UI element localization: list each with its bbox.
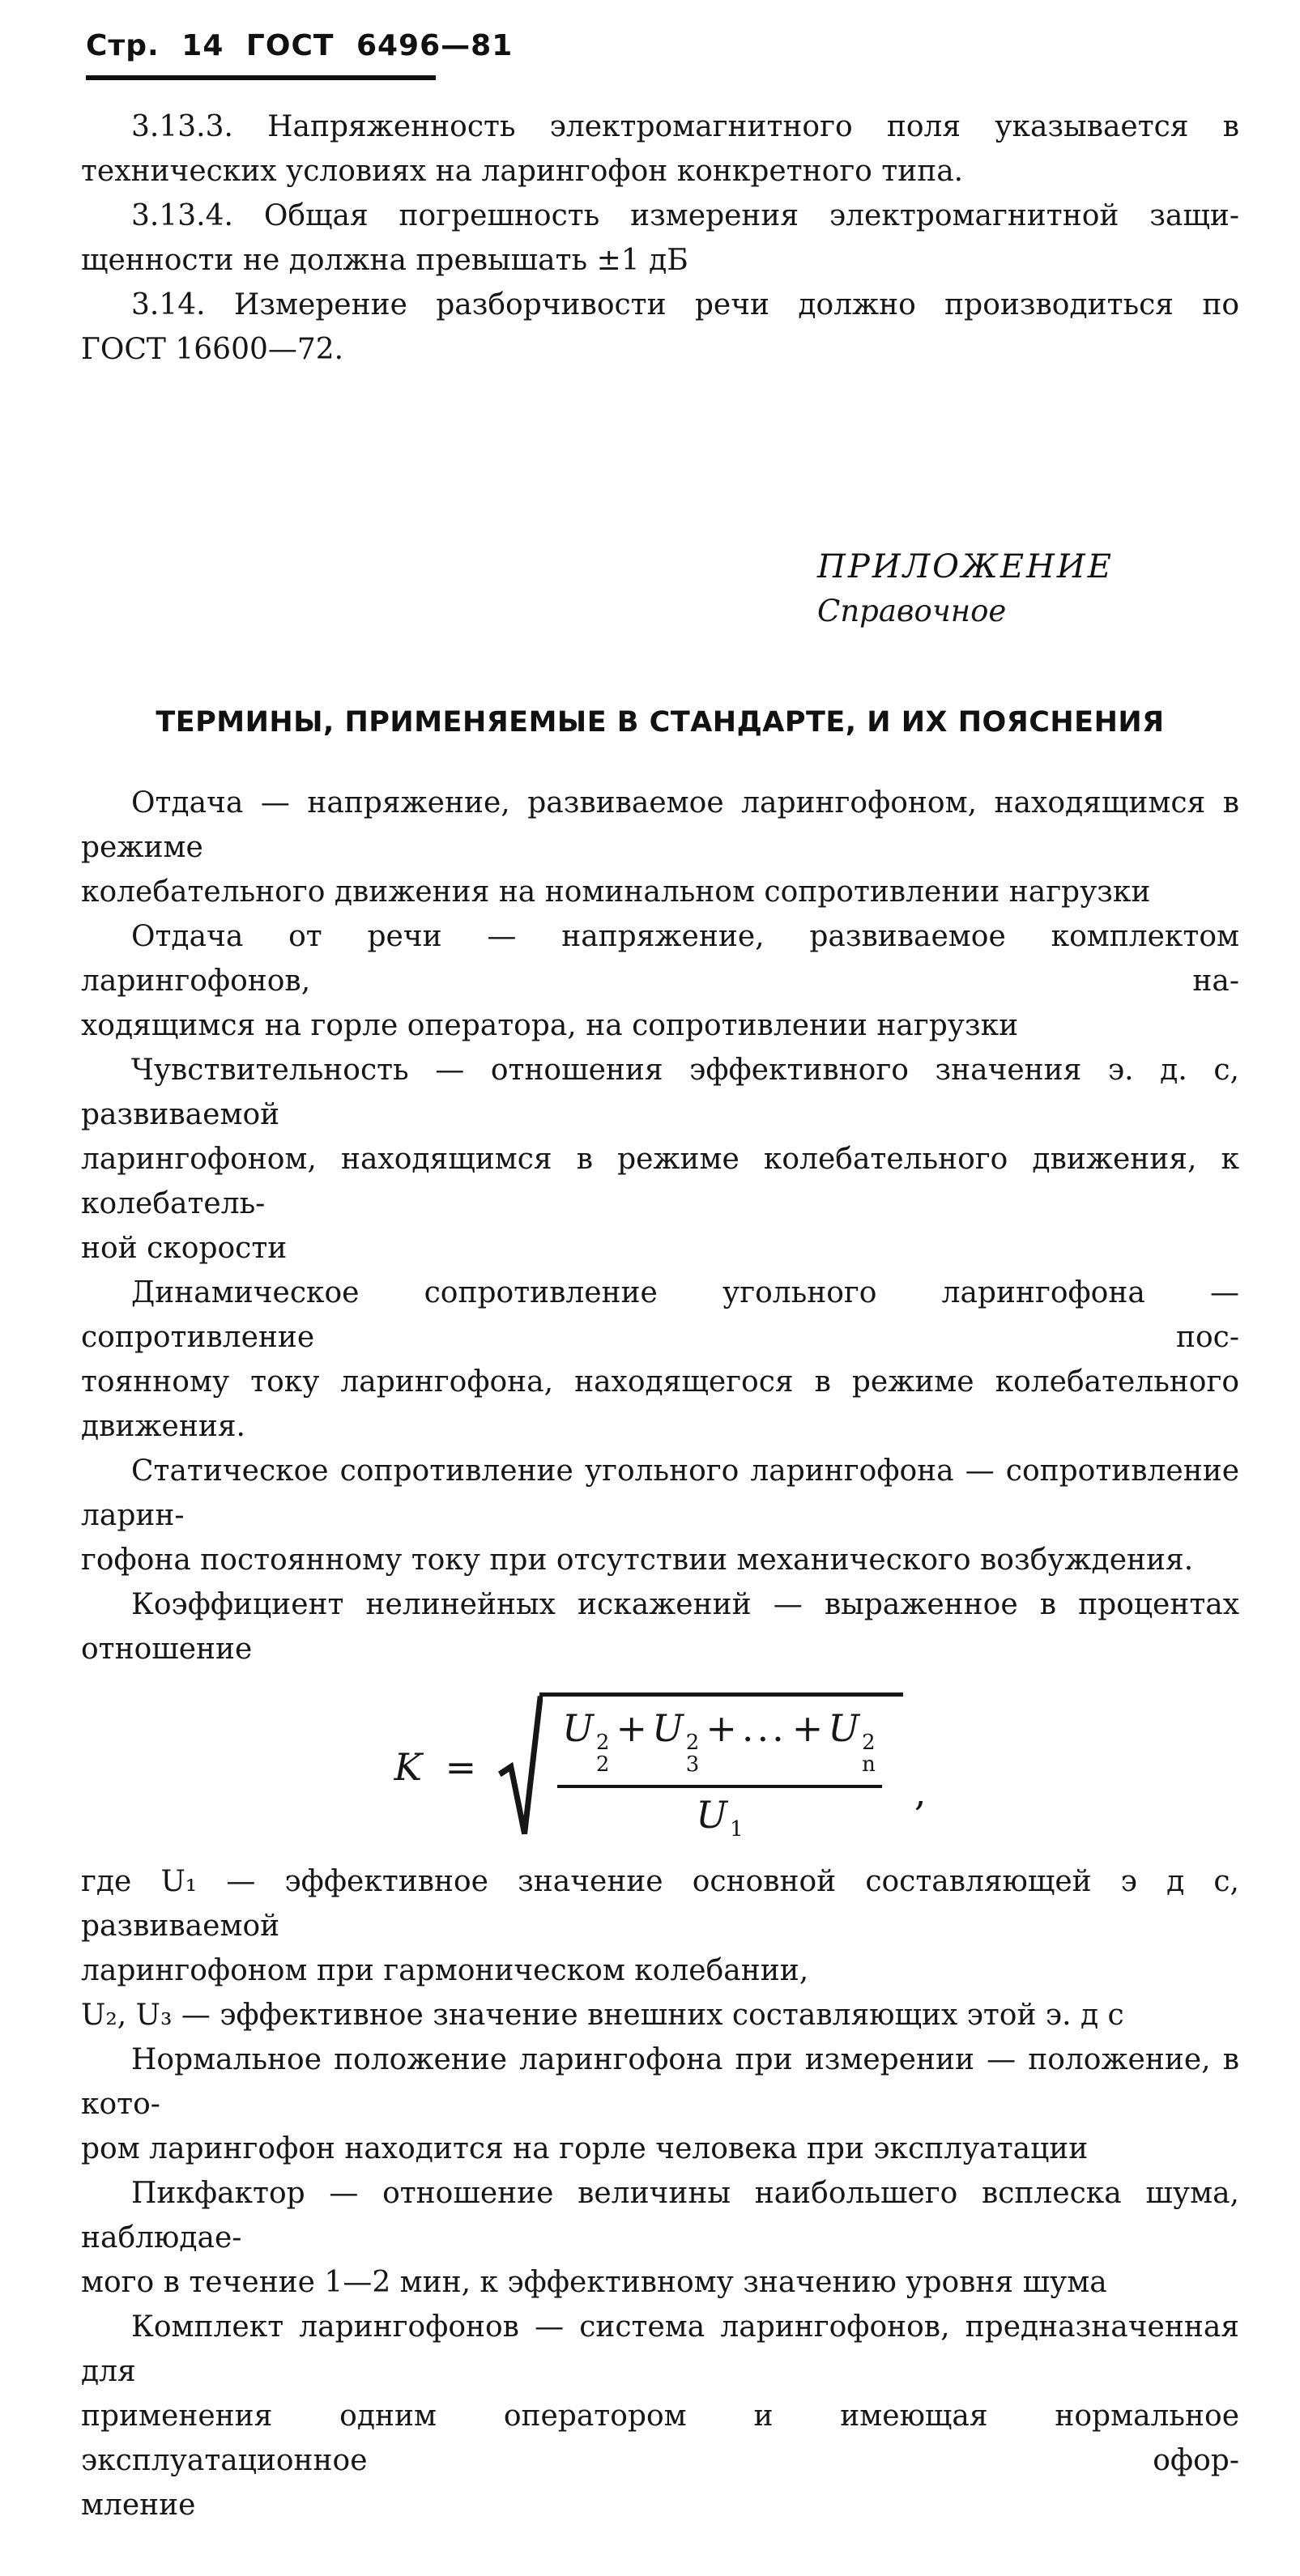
explanation-line: Пикфактор — отношение величины наибольшего всплеска шума, наблюдае- [81,2176,1239,2255]
explanation-line: где U₁ — эффективное значение основной составляющей э д с, развиваемой [81,1864,1239,1943]
definition-line: Отдача от речи — напряжение, развиваемое комплектом ларингофонов, на- [81,920,1239,998]
explanation-line: U₂, U₃ — эффективное значение внешних составляющих этой э. д с [81,1998,1124,2032]
definition-line: гофона постоянному току при отсутствии механического возбуждения. [81,1543,1194,1577]
appendix-subtitle: Справочное [817,594,1007,628]
definition-line: ной скорости [81,1232,288,1265]
clause-line: 3.13.3. Напряженность электромагнитного поля указывается в [131,110,1239,143]
explanation-line: ром ларингофон находится на горле человека при эксплуатации [81,2131,1089,2165]
term-un: U 2 n [828,1706,876,1778]
running-head: Стр. 14 ГОСТ 6496—81 [86,29,514,62]
definition-line: Чувствительность — отношения эффективного значения э. д. с, развиваемой [81,1054,1239,1131]
distortion-coefficient-formula [81,1692,1239,1842]
formula-lhs [394,1745,485,1789]
definition-line: тоянному току ларингофона, находящегося в режиме колебательного движения. [81,1365,1239,1443]
definitions-section [81,781,1239,1671]
term-u2: U 2 2 [562,1706,610,1778]
definition-line: ходящимся на горле оператора, на сопротивлении нагрузки [81,1009,1019,1042]
radicand [539,1692,903,1842]
plus-sign: + [791,1706,824,1750]
explanation-line: Нормальное положение ларингофона при измерении — положение, в кото- [81,2042,1239,2121]
equals-sign: = [445,1744,480,1789]
explanations-section [81,1859,1239,2527]
terms-heading: ТЕРМИНЫ, ПРИМЕНЯЕМЫЕ В СТАНДАРТЕ, И ИХ ПОЯСНЕНИЯ [156,706,1165,739]
plus-sign: + [705,1706,737,1750]
formula-comma: , [914,1769,927,1814]
definition-line: Отдача — напряжение, развиваемое ларингофоном, находящимся в режиме [81,786,1239,864]
ellipsis: ... [741,1706,787,1750]
formula-variable-k: K [394,1744,425,1789]
plus-sign: + [616,1706,647,1750]
clause-line: щенности не должна превышать ±1 дБ [81,244,688,277]
definition-line: Динамическое сопротивление угольного ларингофона — сопротивление пос- [81,1276,1239,1354]
clause-line: технических условиях на ларингофон конкретного типа. [81,155,964,188]
definition-line: Коэффициент нелинейных искажений — выраженное в процентах отношение [81,1588,1239,1666]
radical-expression [497,1692,903,1842]
definition-line: Статическое сопротивление угольного ларингофона — сопротивление ларин- [81,1454,1239,1532]
clause-line: 3.14. Измерение разборчивости речи должно производиться по [131,288,1239,321]
appendix-title: ПРИЛОЖЕНИЕ [817,548,1114,585]
explanation-line: мого в течение 1—2 мин, к эффективному значению уровня шума [81,2265,1107,2299]
definition-line: ларингофоном, находящимся в режиме колебательного движения, к колебатель- [81,1143,1239,1220]
definition-line: колебательного движения на номинальном сопротивлении нагрузки [81,875,1151,909]
explanation-line: применения одним оператором и имеющая нормальное эксплуатационное офор- [81,2399,1239,2477]
term-u3: U 2 3 [651,1706,700,1778]
appendix-block [817,548,1114,628]
explanation-line: Комплект ларингофонов — система ларингофонов, предназначенная для [81,2310,1239,2388]
formula-denominator: U $_1$ [696,1792,744,1842]
clauses-section [81,104,1239,372]
clause-line: ГОСТ 16600—72. [81,333,344,366]
header-rule [86,75,436,80]
explanation-line: ларингофоном при гармоническом колебании, [81,1953,809,1987]
clause-line: 3.13.4. Общая погрешность измерения электромагнитной защи- [131,199,1239,232]
square-root-icon [497,1692,543,1842]
formula-numerator [557,1705,882,1788]
explanation-line: мление [81,2488,196,2522]
